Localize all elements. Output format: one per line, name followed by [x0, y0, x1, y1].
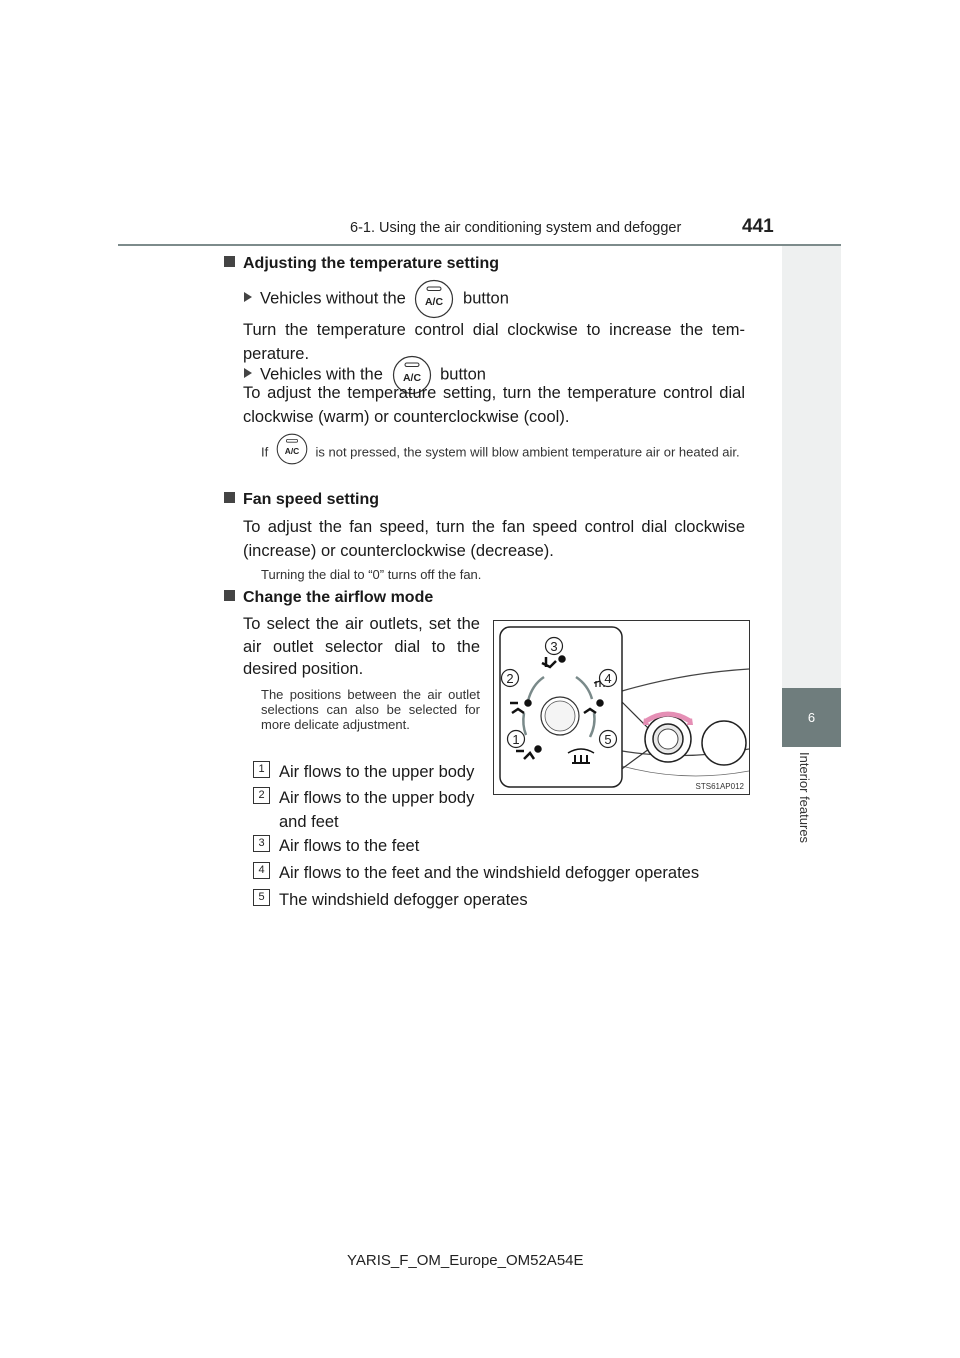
- chapter-tab-number[interactable]: 6: [782, 688, 841, 747]
- airflow-note: The positions between the air outlet selections can also be selected for more delicate adjustment.: [261, 687, 480, 732]
- square-bullet-icon: [224, 256, 235, 267]
- triangle-bullet-icon: [244, 368, 252, 378]
- figure-code: STS61AP012: [695, 782, 744, 791]
- svg-text:A/C: A/C: [402, 372, 421, 384]
- ac-button-icon: [276, 433, 308, 465]
- triangle-bullet-icon: [244, 292, 252, 302]
- airflow-heading: Change the airflow mode: [224, 589, 433, 607]
- svg-text:A/C: A/C: [284, 445, 300, 456]
- without-ac-text: Turn the temperature control dial clockwise to increase the tem-perature.: [243, 321, 745, 363]
- callout-3: 3: [550, 639, 558, 654]
- without-ac-subheading: Vehicles without the A/C button: [244, 279, 509, 319]
- with-ac-subheading: Vehicles with the A/C button: [244, 355, 486, 395]
- item-text-5: The windshield defogger operates: [279, 891, 528, 909]
- item-number-5: 5: [253, 889, 270, 906]
- item-number-1: 1: [253, 761, 270, 778]
- callout-1: 1: [512, 732, 520, 747]
- airflow-text: To select the air outlets, set the air outlet selector dial to the desired position.: [243, 615, 480, 678]
- airflow-dial-drawing: [494, 621, 749, 794]
- item-number-4: 4: [253, 862, 270, 879]
- item-number-2: 2: [253, 787, 270, 804]
- item-text-1: Air flows to the upper body: [279, 763, 475, 781]
- chapter-tab-label: Interior features: [797, 752, 812, 844]
- document-id: YARIS_F_OM_Europe_OM52A54E: [347, 1252, 584, 1269]
- side-tab-strip: [782, 246, 841, 688]
- ac-button-icon: [414, 279, 454, 319]
- item-text-4: Air flows to the feet and the windshield defogger operates: [279, 864, 700, 882]
- page-number: 441: [742, 216, 774, 237]
- ac-note: If A/C is not pressed, the system will blow ambient temperature air or heated air.: [261, 441, 745, 465]
- fan-heading: Fan speed setting: [224, 491, 379, 509]
- square-bullet-icon: [224, 590, 235, 601]
- airflow-dial-illustration: [493, 620, 750, 795]
- chapter-title: 6-1. Using the air conditioning system and defogger: [350, 220, 682, 236]
- item-text-3: Air flows to the feet: [279, 837, 420, 855]
- callout-2: 2: [506, 671, 514, 686]
- fan-text: To adjust the fan speed, turn the fan speed control dial clockwise (increase) or counterclockwise (decrease).: [243, 518, 745, 560]
- temperature-heading: Adjusting the temperature setting: [224, 255, 499, 273]
- item-number-3: 3: [253, 835, 270, 852]
- fan-note: Turning the dial to “0” turns off the fan.: [261, 567, 482, 582]
- callout-5: 5: [604, 732, 612, 747]
- callout-4: 4: [604, 671, 612, 686]
- with-ac-text: To adjust the temperature setting, turn the temperature control dial clockwise (warm) or counterclockwise (cool).: [243, 384, 745, 426]
- square-bullet-icon: [224, 492, 235, 503]
- header-divider: [118, 244, 841, 246]
- svg-text:A/C: A/C: [425, 296, 444, 308]
- item-text-2: Air flows to the upper body and feet: [279, 789, 475, 831]
